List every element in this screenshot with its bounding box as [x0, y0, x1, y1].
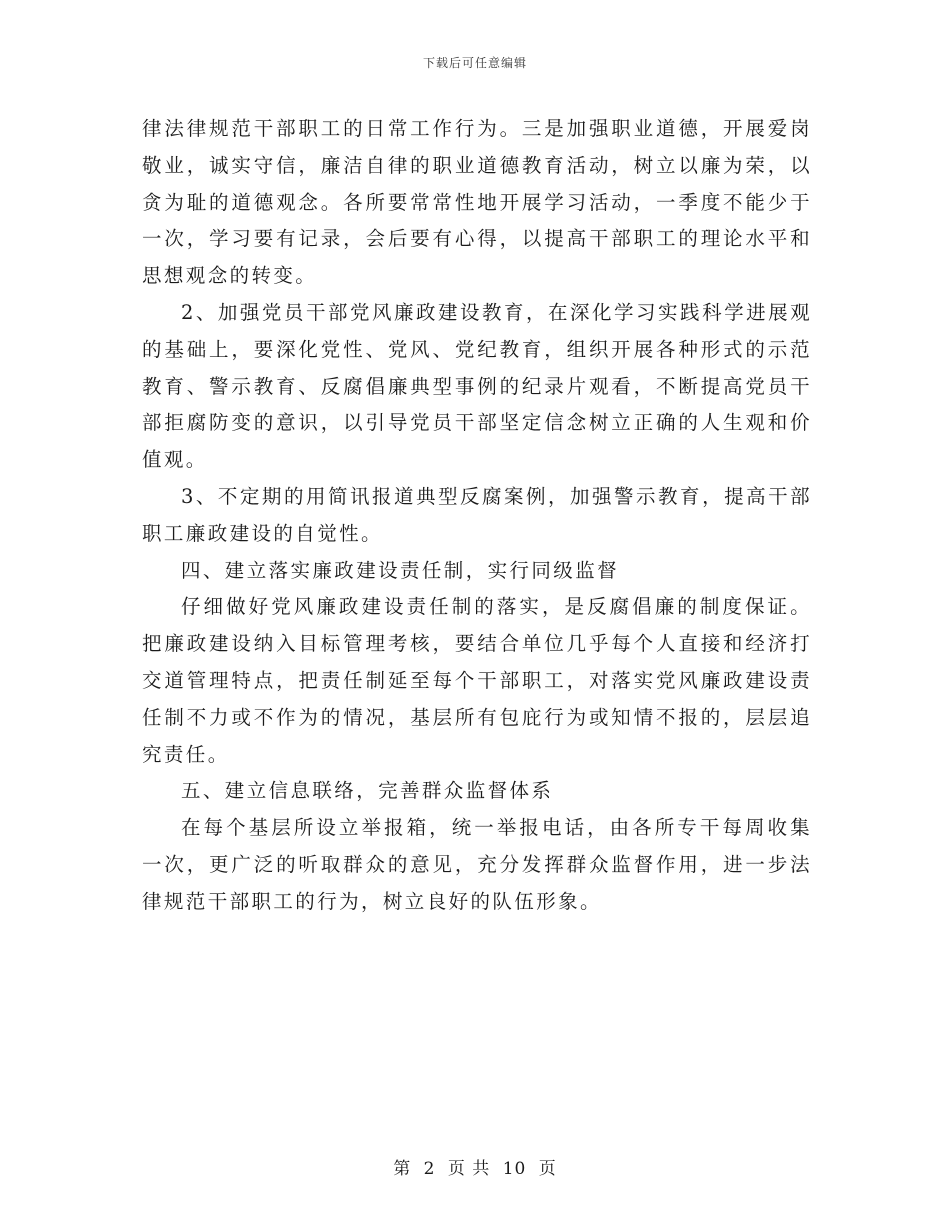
page-number-suffix: 页 [538, 1159, 557, 1179]
paragraph-section-5-body: 在每个基层所设立举报箱，统一举报电话，由各所专干每周收集一次，更广泛的听取群众的意见，充分发挥群众监督作用，进一步法律规范干部职工的行为，树立良好的队伍形象。 [142, 816, 812, 913]
paragraph-item-2: 2、加强党员干部党风廉政建设教育，在深化学习实践科学进展观的基础上，要深化党性、党风、党纪教育，组织开展各种形式的示范教育、警示教育、反腐倡廉典型事例的纪录片观看，不断提高党员干部拒腐防变的意识，以引导党员干部坚定信念树立正确的人生观和价值观。 [142, 300, 812, 472]
document-body [142, 111, 812, 921]
page-number-prefix: 第 [393, 1159, 412, 1179]
page-number-current: 2 [423, 1159, 436, 1179]
paragraph-item-3: 3、不定期的用简讯报道典型反腐案例，加强警示教育，提高干部职工廉政建设的自觉性。 [142, 484, 812, 545]
page-number-total: 10 [502, 1159, 527, 1179]
page-header: 下载后可任意编辑 [422, 56, 527, 70]
paragraph-section-4-body: 仔细做好党风廉政建设责任制的落实，是反腐倡廉的制度保证。把廉政建设纳入目标管理考核，要结合单位几乎每个人直接和经济打交道管理特点，把责任制延至每个干部职工，对落实党风廉政建设责任制不力或不作为的情况，基层所有包庇行为或知情不报的，层层追究责任。 [142, 595, 812, 766]
page-number-mid: 页 共 [447, 1159, 491, 1179]
page-footer [0, 1154, 950, 1179]
section-heading-4: 四、建立落实廉政建设责任制，实行同级监督 [181, 558, 620, 582]
section-heading-5: 五、建立信息联络，完善群众监督体系 [181, 779, 554, 803]
paragraph-continuation: 律法律规范干部职工的日常工作行为。三是加强职业道德，开展爱岗敬业，诚实守信，廉洁自律的职业道德教育活动，树立以廉为荣，以贪为耻的道德观念。各所要常常性地开展学习活动，一季度不能少于一次，学习要有记录，会后要有心得，以提高干部职工的理论水平和思想观念的转变。 [142, 117, 812, 288]
